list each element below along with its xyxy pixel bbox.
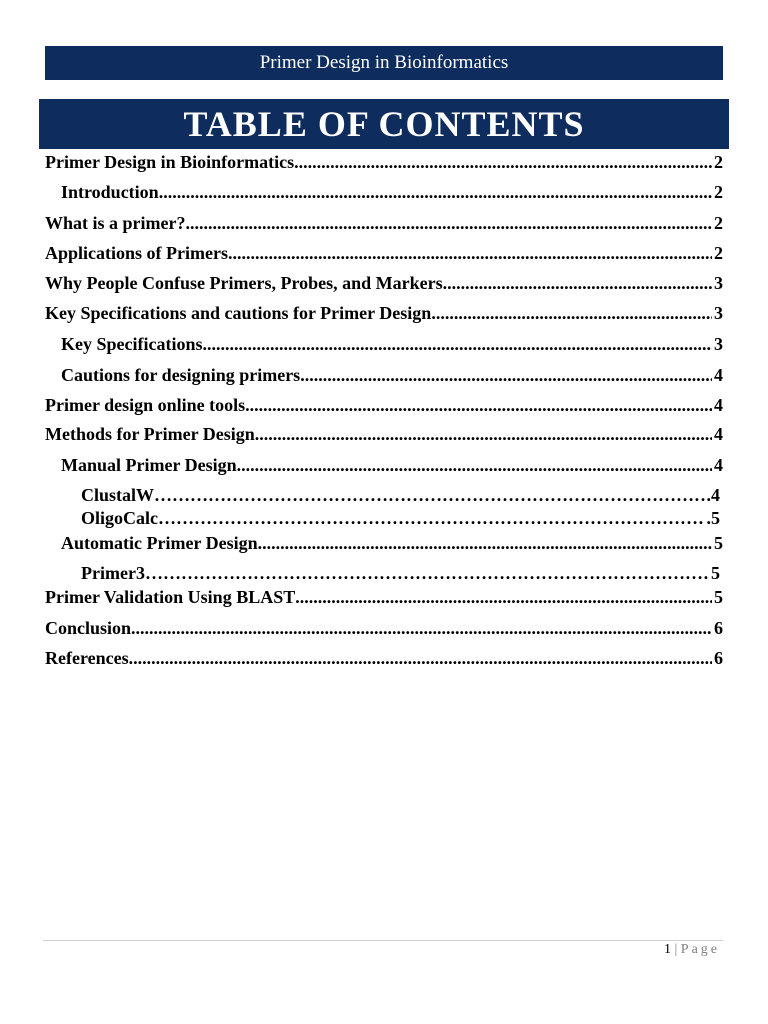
toc-entry-page: 2 — [714, 213, 723, 233]
toc-entry-page: 3 — [714, 273, 723, 293]
toc-entry-page: .4 — [706, 485, 720, 505]
toc-leader — [158, 507, 705, 529]
toc-entry-title: Conclusion — [45, 618, 132, 638]
toc-entry-title: Cautions for designing primers — [61, 365, 301, 385]
running-header-title: Primer Design in Bioinformatics — [259, 52, 509, 73]
toc-entry-title: Methods for Primer Design — [45, 424, 255, 444]
toc-entry-title: Key Specifications — [61, 334, 203, 354]
toc-leader — [145, 562, 709, 584]
toc-entry-title: Automatic Primer Design — [61, 533, 258, 553]
toc-leader — [245, 394, 712, 416]
toc-leader — [131, 617, 712, 639]
toc-leader — [129, 647, 712, 669]
toc-entry-page: 2 — [714, 152, 723, 172]
toc-entry-key-specifications[interactable] — [61, 333, 723, 355]
toc-entry-applications-of-primers[interactable] — [45, 242, 723, 264]
toc-entry-page: 6 — [714, 648, 723, 668]
running-header — [45, 46, 723, 80]
toc-entry-page: 5 — [711, 563, 720, 583]
toc-leader — [300, 364, 712, 386]
toc-entry-page: 3 — [714, 334, 723, 354]
toc-entry-page: 4 — [714, 395, 723, 415]
toc-entry-title: Key Specifications and cautions for Primer Design — [45, 303, 432, 323]
footer-page-number: 1 — [663, 942, 671, 957]
toc-leader — [258, 532, 712, 554]
toc-heading — [39, 99, 729, 149]
toc-entry-automatic-primer-design[interactable] — [61, 532, 723, 554]
toc-leader — [228, 242, 712, 264]
toc-entry-page: 4 — [714, 365, 723, 385]
toc-heading-text: TABLE OF CONTENTS — [183, 104, 585, 144]
toc-entry-page: 2 — [714, 243, 723, 263]
toc-entry-title: Introduction — [61, 182, 159, 202]
toc-leader — [443, 272, 712, 294]
toc-entry-page: 5 — [714, 587, 723, 607]
toc-entry-primer-validation-using-blast[interactable] — [45, 586, 723, 608]
toc-entry-page: 2 — [714, 182, 723, 202]
toc-leader — [431, 302, 712, 324]
toc-entry-page: 5 — [714, 533, 723, 553]
footer-separator: | — [674, 942, 678, 957]
toc-entry-title: Primer Validation Using BLAST — [45, 587, 296, 607]
toc-leader — [237, 454, 712, 476]
toc-entry-title: ClustalW — [81, 485, 155, 505]
toc-entry-title: Why People Confuse Primers, Probes, and Markers — [45, 273, 443, 293]
toc-entry-title: What is a primer? — [45, 213, 186, 233]
toc-entry-title: Primer3 — [81, 563, 145, 583]
toc-entry-oligocalc[interactable] — [81, 507, 720, 529]
toc-entry-key-specifications-and-cautions[interactable] — [45, 302, 723, 324]
toc-entry-page: 6 — [714, 618, 723, 638]
toc-entry-title: References — [45, 648, 129, 668]
toc-entry-title: Manual Primer Design — [61, 455, 237, 475]
toc-entry-primer-design-in-bioinformatics[interactable] — [45, 151, 723, 173]
toc-leader — [255, 423, 712, 445]
toc-entry-methods-for-primer-design[interactable] — [45, 423, 723, 445]
toc-leader — [294, 151, 712, 173]
page-footer — [664, 942, 720, 958]
toc-entry-page: 3 — [714, 303, 723, 323]
toc-entry-title: OligoCalc — [81, 508, 158, 528]
toc-entry-references[interactable] — [45, 647, 723, 669]
footer-divider — [43, 940, 723, 941]
toc-entry-manual-primer-design[interactable] — [61, 454, 723, 476]
toc-leader — [159, 181, 712, 203]
toc-leader — [203, 333, 713, 355]
toc-entry-conclusion[interactable] — [45, 617, 723, 639]
toc-leader — [154, 484, 704, 506]
toc-entry-title: Primer Design in Bioinformatics — [45, 152, 295, 172]
toc-entry-primer-design-online-tools[interactable] — [45, 394, 723, 416]
toc-entry-cautions-for-designing-primers[interactable] — [61, 364, 723, 386]
toc-entry-page: 4 — [714, 424, 723, 444]
toc-entry-introduction[interactable] — [61, 181, 723, 203]
footer-page-word: Page — [680, 942, 720, 957]
toc-entry-title: Applications of Primers — [45, 243, 228, 263]
toc-entry-why-people-confuse[interactable] — [45, 272, 723, 294]
toc-leader — [185, 212, 712, 234]
toc-entry-clustalw[interactable] — [81, 484, 720, 506]
toc-entry-what-is-a-primer[interactable] — [45, 212, 723, 234]
toc-entry-page: .5 — [706, 508, 720, 528]
toc-leader — [295, 586, 712, 608]
toc-entry-primer3[interactable] — [81, 562, 720, 584]
toc-entry-page: 4 — [714, 455, 723, 475]
toc-entry-title: Primer design online tools — [45, 395, 246, 415]
